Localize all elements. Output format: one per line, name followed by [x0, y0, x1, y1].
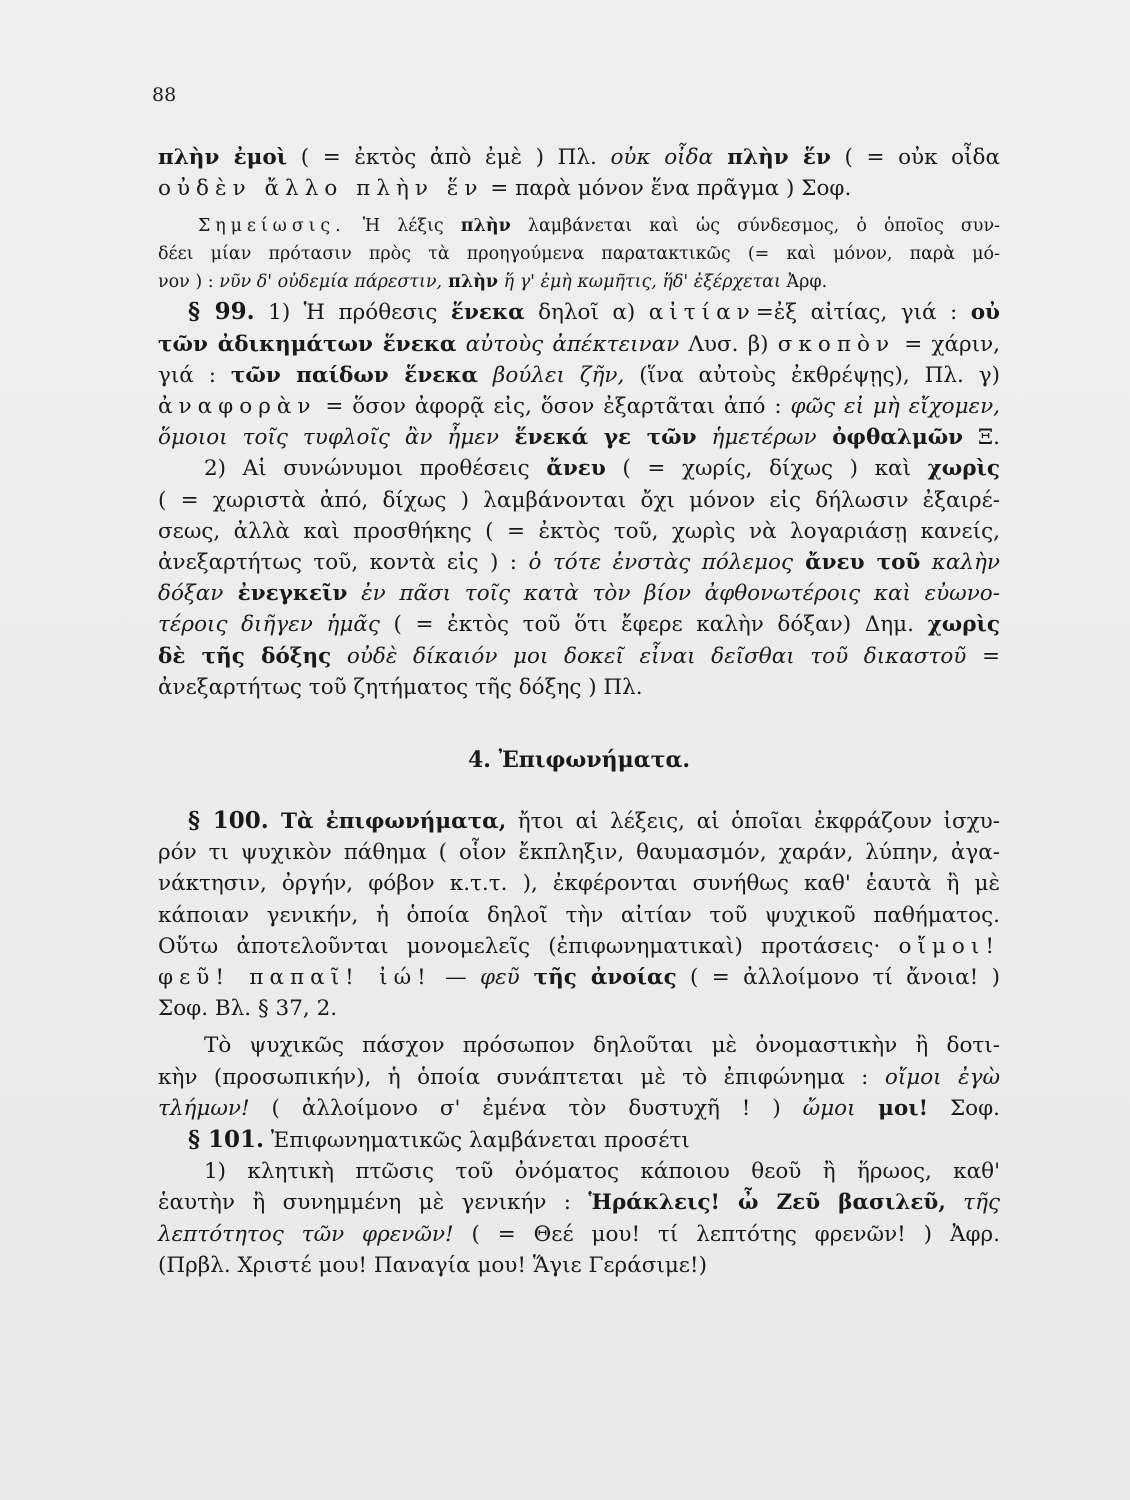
bold-term: χωρὶς [927, 612, 1000, 638]
bold-term: ἕνεκά γε τῶν [498, 425, 697, 451]
text-line: νάκτησιν, ὀργήν, φόβον κ.τ.τ. ), ἐκφέρονται συνήθως καθ' ἑαυτὰ ἢ μὲ [158, 871, 1000, 897]
spaced-term: σκοπὸν [777, 331, 896, 357]
spaced-term: οὐδὲν ἄλλο πλὴν ἕν [158, 176, 484, 202]
text-span: 1) Ἡ πρόθεσις [254, 300, 451, 326]
text-line [158, 422, 1000, 453]
italic-quote: ἐν πᾶσι τοῖς κατὰ τὸν βίον ἀφθονωτέροις καὶ εὐωνο- [347, 581, 1000, 607]
text-line: ρόν τι ψυχικὸν πάθημα ( οἷον ἔκπληξιν, θαυμασμόν, χαράν, λύπην, ἀγα- [158, 840, 1000, 866]
text-line [158, 391, 1000, 422]
italic-quote: φῶς εἰ μὴ εἴχομεν, [790, 394, 1000, 420]
section-number: § 100. [188, 807, 269, 835]
italic-quote: καλὴν [920, 550, 1000, 576]
text-span: = χάριν, [895, 331, 1000, 357]
bold-term: ἄνευ [546, 456, 606, 482]
section-101-line [158, 1124, 1000, 1156]
italic-quote: λεπτότητος τῶν φρενῶν! [158, 1221, 454, 1247]
bold-term: πλὴν ἐμοὶ [158, 145, 288, 170]
text-span: = ὅσον ἀφορᾷ εἰς, ὅσον ἐξαρτᾶται ἀπό : [316, 394, 791, 420]
text-line: 1) κλητικὴ πτῶσις τοῦ ὀνόματος κάποιου θεοῦ ἢ ἥρωος, καθ' [204, 1159, 1000, 1185]
bold-term: πλὴν [460, 216, 511, 237]
bold-term: πλὴν ἕν [713, 145, 831, 170]
text-span: ( = χωρίς, δίχως ) καὶ [605, 456, 928, 482]
bold-term: ὀφθαλμῶν [816, 425, 964, 451]
italic-quote: βούλει ζῆν, [478, 362, 625, 388]
italic-quote: τλήμων! [158, 1095, 250, 1121]
text-line [158, 1219, 1000, 1250]
text-span: ( = οὐκ οἶδα [830, 145, 1001, 170]
bold-term: ἄνευ τοῦ [792, 550, 921, 576]
text-line [158, 360, 1000, 391]
text-line [158, 453, 1000, 484]
text-span: Ξ. [963, 425, 1000, 451]
text-span: Ἡ λέξις [345, 216, 461, 237]
italic-quote: νῦν δ' οὐδεμία πάρεστιν, [219, 272, 443, 293]
bold-term: οὐ [970, 300, 1000, 326]
bold-term: τῆς ἀνοίας [519, 965, 677, 991]
text-span: ἀνεξαρτήτως τοῦ, κοντὰ εἰς ) : [158, 550, 529, 576]
italic-quote: ἥ γ' ἐμὴ κωμῆτις, ἥδ' ἐξέρχεται [498, 272, 781, 293]
italic-quote: φεῦ [480, 965, 520, 991]
italic-quote: ὤμοι [802, 1095, 856, 1121]
section-heading: 4. Ἐπιφωνήματα. [467, 747, 691, 774]
text-line: σεως, ἀλλὰ καὶ προσθήκης ( = ἐκτὸς τοῦ, χωρὶς νὰ λογαριάσῃ κανείς, [158, 518, 1000, 544]
text-line [158, 547, 1000, 578]
text-span: ( = ἐκτὸς ἀπὸ ἐμὲ ) Πλ. [287, 145, 611, 170]
italic-quote: οὐκ οἶδα [610, 145, 714, 170]
italic-quote: δόξαν [158, 581, 224, 607]
text-span: = [966, 643, 1000, 669]
bold-term: Ἡράκλεις! ὦ Ζεῦ βασιλεῦ, [588, 1190, 946, 1216]
text-line: κάποιαν γενικήν, ἡ ὁποία δηλοῖ τὴν αἰτίαν τοῦ ψυχικοῦ παθήματος. [158, 902, 1000, 928]
text-span: κὴν (προσωπικήν), ἡ ὁποία συνάπτεται μὲ τὸ ἐπιφώνημα : [158, 1064, 885, 1090]
text-span: νον ) : [158, 272, 220, 293]
note-line [158, 212, 1000, 240]
text-line [158, 329, 1000, 360]
bold-term: τῶν παίδων ἕνεκα [230, 362, 478, 388]
text-line [158, 609, 1000, 640]
text-span: — [431, 965, 481, 991]
text-line [158, 1187, 1000, 1218]
bold-term: ἕνεκα [450, 300, 525, 326]
italic-quote: τῆς [945, 1190, 1000, 1216]
bold-term: μοι! [855, 1095, 929, 1121]
text-line [158, 173, 1000, 204]
bold-term: Τὰ ἐπιφωνήματα, [268, 809, 507, 835]
text-line [158, 142, 1000, 173]
bold-term: τῶν ἀδικημάτων ἕνεκα [158, 331, 457, 357]
text-line: Σοφ. Βλ. § 37, 2. [158, 996, 338, 1022]
italic-quote: τέροις διῆγεν ἡμᾶς [158, 612, 380, 638]
text-span: Λυσ. β) [679, 331, 778, 357]
text-span: ἤτοι αἱ λέξεις, αἱ ὁποῖαι ἐκφράζουν ἰσχυ- [506, 809, 1000, 835]
text-line: Τὸ ψυχικῶς πάσχον πρόσωπον δηλοῦται μὲ ὀνομαστικὴν ἢ δοτι- [204, 1033, 1000, 1059]
text-line: ἀνεξαρτήτως τοῦ ζητήματος τῆς δόξης ) Πλ. [158, 674, 643, 700]
text-line [158, 931, 1000, 962]
text-span: ( ἀλλοίμονο σ' ἐμένα τὸν δυστυχῆ ! ) [249, 1095, 803, 1121]
text-line [158, 641, 1000, 672]
text-line [158, 1093, 1000, 1124]
section-99-line [158, 296, 1000, 328]
text-span: ( = ἀλλοίμονο τί ἄνοια! ) [676, 965, 1000, 991]
spaced-term: ἀναφορὰν [158, 394, 317, 420]
bold-term: χωρὶς [927, 456, 1001, 482]
bold-term: ἐνεγκεῖν [223, 581, 348, 607]
note-line: δέει μίαν πρότασιν πρὸς τὰ προηγούμενα παρατακτικῶς (= καὶ μόνον, παρὰ μό- [158, 244, 1000, 265]
text-body [158, 142, 1000, 1281]
text-line [158, 1062, 1000, 1093]
text-span: (ἵνα αὐτοὺς ἐκθρέψῃς), Πλ. γ) [624, 362, 1000, 388]
text-span: Σοφ. [928, 1095, 1000, 1121]
italic-quote: ἡμετέρων [696, 425, 817, 451]
text-span: λαμβάνεται καὶ ὡς σύνδεσμος, ὁ ὁποῖος συν- [510, 216, 1000, 237]
text-span: 2) Αἱ συνώνυμοι προθέσεις [204, 456, 547, 482]
text-line [158, 578, 1000, 609]
section-100-line [158, 805, 1000, 837]
text-span: =ἐξ αἰτίας, γιά : [755, 300, 971, 326]
text-span: ( = Θεέ μου! τί λεπτότης φρενῶν! ) Ἀφρ. [453, 1221, 1000, 1247]
text-line: (Πρβλ. Χριστέ μου! Παναγία μου! Ἅγιε Γεράσιμε!) [158, 1252, 707, 1278]
section-number: § 101. [188, 1126, 265, 1154]
italic-quote: ὁ τότε ἐνστὰς πόλεμος [528, 550, 793, 576]
page-number: 88 [152, 84, 177, 106]
text-line [158, 962, 1000, 993]
italic-quote: οὐδὲ δίκαιόν μοι δοκεῖ εἶναι δεῖσθαι τοῦ δικαστοῦ [331, 643, 967, 669]
text-span: = παρὰ μόνον ἕνα πρᾶγμα ) Σοφ. [483, 176, 852, 202]
text-span: γιά : [158, 362, 231, 388]
text-span: Οὕτω ἀποτελοῦνται μονομελεῖς (ἐπιφωνηματικαὶ) προτάσεις· [158, 933, 899, 959]
section-number: § 99. [188, 298, 255, 326]
text-span: Ἀρφ. [780, 272, 828, 293]
italic-quote: ὅμοιοι τοῖς τυφλοῖς ἂν ἦμεν [158, 425, 499, 451]
note-label: Σημείωσις. [198, 216, 346, 237]
italic-quote: οἴμοι ἐγὼ [884, 1064, 1000, 1090]
italic-quote: αὐτοὺς ἀπέκτειναν [456, 331, 680, 357]
text-span: δηλοῖ α) [524, 300, 649, 326]
bold-term: πλὴν [442, 272, 499, 293]
bold-term: δὲ τῆς δόξης [158, 643, 332, 669]
spaced-term: φεῦ! παπαῖ! ἰώ! [158, 965, 432, 991]
note-line [158, 268, 1000, 296]
spaced-term: οἴμοι! [898, 933, 1000, 959]
text-span: ἑαυτὴν ἢ συνημμένη μὲ γενικήν : [158, 1190, 589, 1216]
spaced-term: αἰτίαν [648, 300, 756, 326]
text-span: Ἐπιφωνηματικῶς λαμβάνεται προσέτι [264, 1128, 690, 1154]
text-line: ( = χωριστὰ ἀπό, δίχως ) λαμβάνονται ὄχι μόνον εἰς δήλωσιν ἐξαιρέ- [158, 487, 1000, 513]
text-span: ( = ἐκτὸς τοῦ ὅτι ἔφερε καλὴν δόξαν) Δημ. [379, 612, 928, 638]
